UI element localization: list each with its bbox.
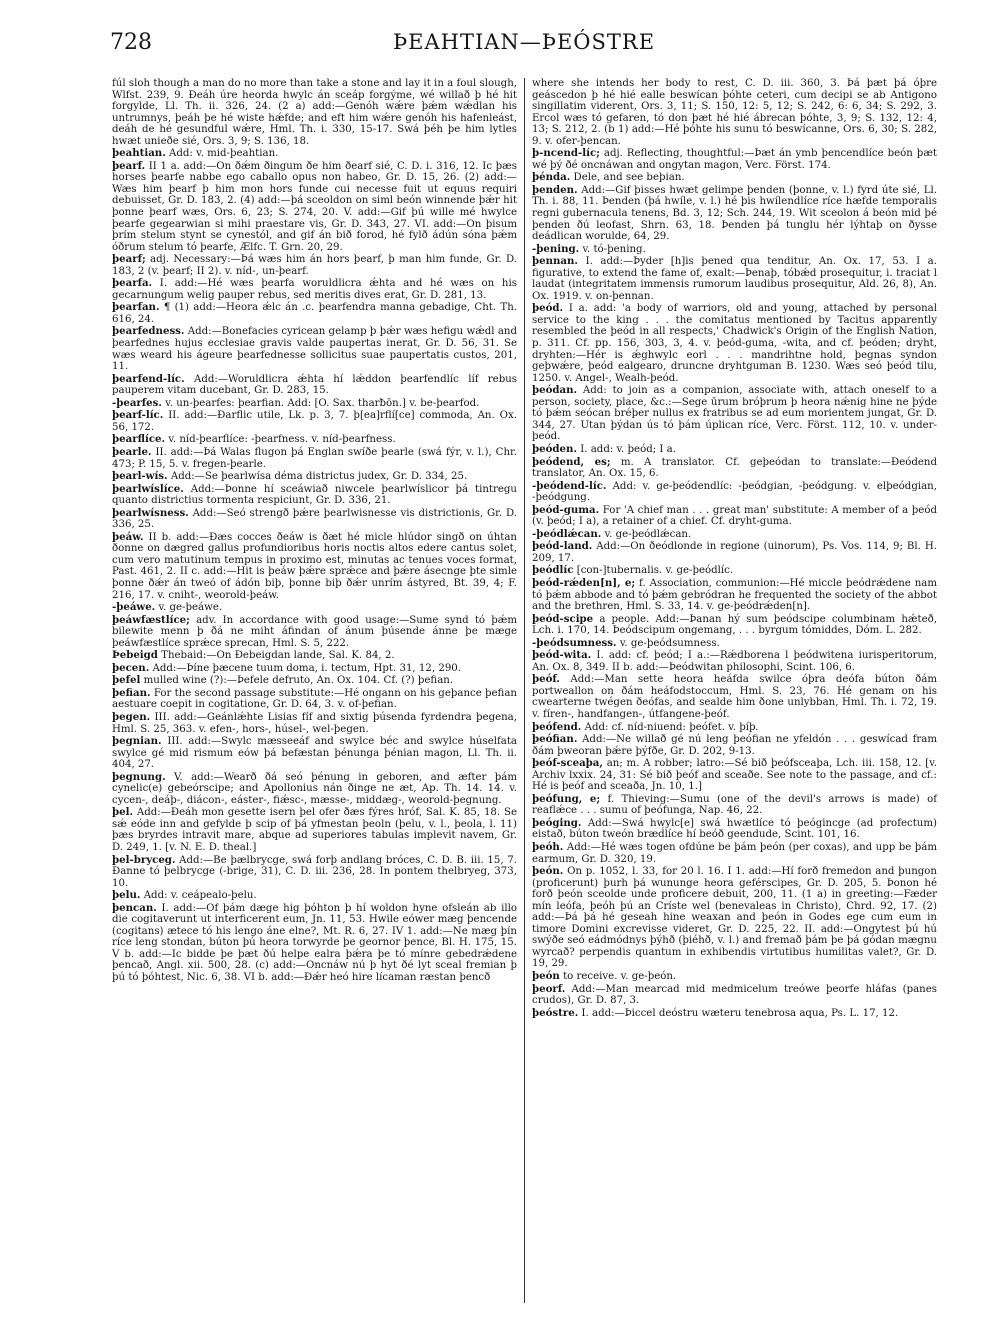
dictionary-entry bbox=[112, 602, 517, 614]
dictionary-entry bbox=[112, 254, 517, 277]
dictionary-entry bbox=[112, 675, 517, 687]
entry-text: a people. Add:—Þanan hý sum þeódscipe columbinam hǽteð, Lch. i. 170, 14. Þeódscipum ongemang, . . . byrgum tómiddes, Dóm. L. 282. bbox=[532, 613, 937, 637]
dictionary-entry bbox=[532, 722, 937, 734]
entry-headword: þearfedness. bbox=[112, 325, 185, 338]
entry-text: v. ge-þeáwe. bbox=[158, 602, 223, 614]
entry-text: Add:—Ðeáh mon gesette isern þel ofer ðæs fýres hróf, Sal. K. 85, 18. Se sǽ eóde inn and gefylde þ scip of þá yfmestan þeoln (þelu, v. l., þeola, l. 11) þæs bryrdes intravit mare, abque ad superiores tabulas implevit navem, Gr. D. 249, 1. [v. N. E. D. theal.] bbox=[112, 807, 517, 853]
entry-text: mulled wine (?):—Þefele defruto, An. Ox. 104. Cf. (?) þefian. bbox=[143, 675, 454, 687]
entry-text: where she intends her body to rest, C. D. iii. 360, 3. Þá þæt þá óþre geáscedon þ hé hié ealle beswícan þóhte ceteri, cum decipi se ab Antigono singillatim viderent, Ors. 3, 11; S. 150, 12: 5, 12; S. 242, 6: 6, 34; S. 292, 3. Ercol wæs tó gefaren, tó don þæt hé hié ábrecan þóhte, 3, 9; S. 132, 12: 4, 13; S. 212, 2. (b 1) add:—Hé þóhte his sunu tó beswícanne, Ors. 6, 30; S. 282, 9. v. ofer-þencan. bbox=[532, 78, 937, 147]
entry-headword: þearflíce. bbox=[112, 433, 166, 446]
dictionary-entry bbox=[532, 674, 937, 720]
column-divider bbox=[524, 78, 525, 1303]
entry-headword: þeóf-sceaþa, bbox=[532, 757, 603, 770]
entry-text: For 'A chief man . . . great man' substitute: A member of a þeód (v. þeód; I a), a retainer of a chief. Cf. dryht-guma. bbox=[532, 504, 937, 528]
entry-text: Add:—Se þearlwísa déma districtus judex, Gr. D. 334, 25. bbox=[170, 471, 468, 483]
entry-headword: þencan. bbox=[112, 901, 157, 914]
dictionary-entry bbox=[112, 398, 517, 410]
dictionary-entry bbox=[112, 903, 517, 984]
entry-headword: þeód-guma. bbox=[532, 503, 600, 516]
entry-text: I. add:—Hé wæs þearfa woruldlicra ǽhta and hé wæs on his gecarnungum welig pauper rebus, sed meritis dives erat, Gr. D. 281, 13. bbox=[112, 278, 517, 301]
entry-headword: þel-bryceg. bbox=[112, 853, 176, 866]
entry-headword: þeóging. bbox=[532, 816, 582, 829]
dictionary-entry bbox=[112, 688, 517, 711]
entry-headword: þeón. bbox=[532, 865, 564, 878]
page-header bbox=[110, 30, 938, 64]
dictionary-entry bbox=[532, 794, 937, 817]
entry-text: fúl sloh though a man do no more than take a stone and lay it in a foul slough, Wlfst. 239, 9. Ðeáh úre heorda hwylc án sceáp forgýme, wé willað þ hé hit forgylde, Ll. Th. ii. 326, 24. (2 a) add:—Genóh wǽre þǽm wǽdlan his untrumnys, þeáh þe hé wiste hǽfde; and eft him wǽre genóh his hafenleást, deáh de hé gesundful wǽre, Hml. Th. i. 330, 15-17. Swá þéh þe him lytles hwæt unieðe sié, Ors. 3, 9; S. 136, 18. bbox=[112, 78, 517, 147]
entry-headword: þeódan. bbox=[532, 384, 578, 397]
dictionary-entry bbox=[112, 410, 517, 433]
dictionary-entry bbox=[532, 758, 937, 793]
entry-headword: þearf-líc. bbox=[112, 409, 164, 422]
entry-headword: þeód-land. bbox=[532, 540, 593, 553]
page-number: 728 bbox=[110, 30, 152, 55]
dictionary-entry bbox=[532, 971, 937, 983]
entry-headword: þeahtian. bbox=[112, 147, 166, 160]
entry-text: Thebaid:—On Ðebeigdan lande, Sal. K. 84, 2. bbox=[161, 650, 395, 662]
dictionary-entry bbox=[532, 529, 937, 541]
entry-headword: -þening. bbox=[532, 242, 580, 255]
dictionary-entry bbox=[112, 772, 517, 807]
entry-headword: þenden. bbox=[532, 183, 578, 196]
entry-headword: þeódlíc bbox=[532, 564, 574, 577]
dictionary-entry bbox=[112, 736, 517, 771]
entry-text: On p. 1052, l. 33, for 20 l. 16. I 1. add:—Hí forð fremedon and þungon (proficerunt) þurh þá wununge heora geférscipes, Gr. D. 205, 5. Þonon hé forð þeón sceolde unde proficere debuit, 200, 11. (1 a) in greeting:—Fæder mín leófa, þeóh þú an Críste wel (benevaleas in Christo), Chrd. 92, 17. (2) add:—Þá þá hé geseah hine weaxan and þeón in Godes ege cum eum in timore Domini excrevisse videret, Gr. D. 225, 22. II. add:—Ongytest þú hú swýðe seó eádmódnys þýhð (þiéhð, v. l.) and fremað þám þe þá gódan mægnu wyrcað? perpendis quantum in exhibendis virtutibus humilitas valet?, Gr. D. 19, 29. bbox=[532, 866, 937, 970]
dictionary-entry bbox=[112, 278, 517, 301]
entry-headword: þeón bbox=[532, 970, 560, 983]
entry-headword: -þeódlǽcan. bbox=[532, 527, 602, 540]
dictionary-entry bbox=[532, 385, 937, 443]
dictionary-entry bbox=[532, 78, 937, 147]
entry-headword: þegnung. bbox=[112, 770, 166, 783]
dictionary-entry bbox=[532, 303, 937, 384]
dictionary-entry bbox=[532, 984, 937, 1007]
entry-text: to receive. v. ge-þeón. bbox=[563, 971, 677, 983]
entry-text: v. níd-þearflíce: -þearfness. v. níd-þearfness. bbox=[168, 434, 396, 446]
entry-headword: þel. bbox=[112, 806, 134, 819]
entry-text: Add:—Gif þisses hwæt gelimpe þenden (þonne, v. l.) fyrd úte sié, Ll. Th. i. 88, 11. Þenden (þá hwíle, v. l.) hé þis hwílendlíce ríce hæfde temporalis regni gubernacula tenens, Bd. 3, 12; Sch. 244, 19. Wit sceolon á beón mid þé þenden ðú leofast, Shrn. 63, 18. Þenden þá tunglu hér lýhtaþ on ðysse deádlican woruldе, 64, 29. bbox=[532, 184, 937, 243]
entry-headword: þearl-wís. bbox=[112, 470, 168, 483]
entry-headword: þeód. bbox=[532, 302, 564, 315]
entry-headword: -þeódend-líc. bbox=[532, 479, 607, 492]
entry-text: III. add:—Swylc mæsseeáf and swylce béc and swylce húselfata swylce gé mid rismum eów þá befæstan þénunga þénian magon, Ll. Th. ii. 404, 27. bbox=[112, 736, 518, 771]
entry-headword: þearfend-líc. bbox=[112, 372, 185, 385]
dictionary-entry bbox=[112, 855, 517, 890]
dictionary-entry bbox=[112, 484, 517, 507]
dictionary-entry bbox=[532, 1008, 937, 1020]
entry-headword: þearfa. bbox=[112, 277, 153, 290]
entry-headword: þeorf. bbox=[532, 982, 566, 995]
entry-text: II. add:—Ðarflic utile, Lk. p. 3, 7. þ[ea]rflí[ce] commoda, An. Ox. 56, 172. bbox=[112, 410, 517, 433]
dictionary-entry bbox=[112, 712, 517, 735]
entry-text: Add:—Woruldlicra ǽhta hí lǽddon þearfendlíc líf rebus pauperem vitam ducebant, Gr. D. 283, 15. bbox=[112, 373, 517, 397]
dictionary-entry bbox=[532, 638, 937, 650]
dictionary-entry bbox=[112, 508, 517, 531]
dictionary-entry bbox=[532, 614, 937, 637]
entry-text: I. add: v. þeód; I a. bbox=[580, 443, 676, 455]
dictionary-entry bbox=[532, 505, 937, 528]
entry-text: Add:—Þonne hí sceáwiað niwcele þearlwíslicor þá tintregu quanto districtius tormenta respiciunt, Gr. D. 336, 21. bbox=[112, 483, 517, 507]
entry-text: For the second passage substitute:—Hé ongann on his geþance þefian aestuare coepit in cogitatione, Gr. D. 64, 3. v. of-þefian. bbox=[112, 687, 517, 711]
entry-headword: þeód-rǽden[n], e; bbox=[532, 576, 636, 589]
entry-text: adv. In accordance with good usage:—Sume synd tó þǽm bilewite menn þ ðá ne miht áfindan of ánum þúsende ánne þe mæge þeáwfæstlíce sprǽce sprecan, Hml. S. 5, 222. bbox=[112, 614, 517, 649]
entry-headword: -þeódsumness. bbox=[532, 636, 617, 649]
entry-text: Add:—Hé wæs togen ofdúne be þám þeón (per coxas), and upp be þám earmum, Gr. D. 320, 19. bbox=[532, 842, 937, 865]
entry-text: II 1 a. add:—On ðǽm ðingum ðe him ðearf sié, C. D. i. 316, 12. Ic þæs horses þearfe nabbe ego caballo opus non habeo, Gr. D. 15, 26. (2) add:—Wæs him þearf þ him mon hors funde cui necesse fuit ut equus requiri debuisset, Gr. D. 183, 2. (4) add:—þá sceoldon on siml beón winnende þǽr hit þonne þearf wæs, Ors. 6, 23; S. 274, 20. V. add:—Gif þú wille mé hwylce þearfe gegearwian si mihi praestare vis, Gr. D. 343, 27. VI. add:—On þisum þrím stelum stynt se cynestól, and gif án bið forod, hé fylð ádún sóna þǽm óðrum stelum tó þearfe, Ælfc. T. Grn. 20, 29. bbox=[112, 160, 517, 253]
entry-text: Add: cf. níd-niuend: þeófet. v. þíþ. bbox=[584, 721, 759, 733]
entry-headword: þeóf. bbox=[532, 673, 560, 686]
entry-text: v. un-þearfes: þearfian. Add: [O. Sax. tharƀōn.] v. be-þearfod. bbox=[165, 397, 480, 409]
entry-headword: þennan. bbox=[532, 255, 578, 268]
entry-headword: þ-ncend-líc; bbox=[532, 147, 600, 160]
entry-headword: þefel bbox=[112, 674, 141, 687]
entry-headword: þefian. bbox=[112, 686, 151, 699]
dictionary-entry bbox=[532, 185, 937, 243]
dictionary-entry bbox=[532, 818, 937, 841]
dictionary-entry bbox=[112, 302, 517, 325]
entry-text: Add:—Ne willað gé nú leng þeófian ne yfeldón . . . geswícad fram ðám þweoran þǽre þýfðe, Gr. D. 202, 9-13. bbox=[532, 734, 937, 757]
dictionary-entry bbox=[532, 578, 937, 613]
entry-headword: þeófend. bbox=[532, 720, 582, 733]
dictionary-entry bbox=[112, 374, 517, 397]
entry-text: Add:—Man mearcad mid medmicelum treówe þeorfe hláfas (panes crudos), Gr. D. 87, 3. bbox=[532, 983, 937, 1007]
dictionary-entry bbox=[112, 326, 517, 372]
dictionary-entry bbox=[532, 842, 937, 865]
entry-headword: þeóden. bbox=[532, 442, 577, 455]
entry-text: II b. add:—Ðæs cocces ðeáw is ðæt hé micle hlúdor singð on úhtan ðonne on dægred gallus profundioribus horis noctis altos edere cantus solet, cum vero matutinum tempus in proximo est, minutas ac tenues voces format, Past. 461, 2. II c. add:—Hit is þeáw þǽre sprǽce and þǽre ásecnge þte simle þonne ðǽr án tweó of ádón biþ, þonne biþ ðǽr unrím ástyred, Bt. 39, 4; F. 216, 17. v. cniht-, weorold-þeáw. bbox=[112, 531, 517, 601]
entry-text: Add: v. ceápealo-þelu. bbox=[143, 890, 257, 902]
dictionary-entry bbox=[532, 481, 937, 504]
entry-headword: þecen. bbox=[112, 661, 150, 674]
entry-headword: Þebeigd bbox=[112, 649, 158, 662]
dictionary-entry bbox=[112, 650, 517, 662]
entry-text: Add: v. ge-þeódendlíc: -þeódgian, -þeódgung. v. elþeódgian, -þeódgung. bbox=[532, 480, 937, 504]
entry-text: Add:—Seó strengð þǽre þearlwisnesse vis districtionis, Gr. D. 336, 25. bbox=[112, 507, 517, 531]
entry-text: v. ge-þeódsumness. bbox=[619, 637, 720, 649]
entry-text: I. add:—Þiccel deóstru wæteru tenebrosa aqua, Ps. L. 17, 12. bbox=[581, 1007, 899, 1019]
dictionary-entry bbox=[532, 541, 937, 564]
entry-headword: þeófung, e; bbox=[532, 792, 601, 805]
entry-headword: þearlwíslíce. bbox=[112, 482, 184, 495]
dictionary-entry bbox=[532, 148, 937, 171]
entry-text: Add: v. mid-þeahtian. bbox=[169, 148, 279, 160]
dictionary-entry bbox=[112, 890, 517, 902]
dictionary-entry bbox=[112, 663, 517, 675]
entry-headword: þearfan. bbox=[112, 301, 160, 314]
running-title: ÞEAHTIAN—ÞEÓSTRE bbox=[392, 30, 656, 54]
entry-headword: þeóstre. bbox=[532, 1006, 579, 1019]
entry-headword: þeáwfæstlíce; bbox=[112, 613, 190, 626]
dictionary-entry bbox=[112, 78, 517, 147]
entry-text: I. add: cf. þeód; I a.:—Rǽdborena l þeódwitena iurisperitorum, An. Ox. 8, 349. II b. add:—Þeódwitan philosophi, Scint. 106, 6. bbox=[532, 650, 937, 673]
dictionary-entry bbox=[112, 447, 517, 470]
dictionary-entry bbox=[532, 734, 937, 757]
dictionary-entry bbox=[112, 148, 517, 160]
entry-headword: þearlwísness. bbox=[112, 506, 189, 519]
dictionary-entry bbox=[532, 244, 937, 256]
entry-text: v. tó-þening. bbox=[582, 243, 646, 255]
dictionary-entry bbox=[532, 565, 937, 577]
entry-text: f. Thieving:—Sumu (one of the devil's arrows is made) of reaflǽce . . . sumu of þeófunga, Nap. 46, 22. bbox=[532, 793, 937, 817]
left-column bbox=[112, 78, 517, 985]
dictionary-entry bbox=[532, 444, 937, 456]
entry-text: V. add:—Wearð ðá seó þénung in geboren, and æfter þám cynelic(e) gebeórscipe; and Apollonius nán ðinge ne æt, Ap. Th. 14. 14. v. cycen-, deáþ-, diácon-, eáster-, fiǽsc-, mæsse-, middæg-, weorold-þegnung. bbox=[112, 771, 517, 806]
entry-headword: þelu. bbox=[112, 889, 141, 902]
dictionary-entry bbox=[532, 256, 937, 302]
entry-headword: þeófian. bbox=[532, 733, 578, 746]
entry-text: adj. Reflecting, thoughtful:—Þæt án ymb þencendlíce beón þæt wé þý ðé oncnáwan and ongytan magon, Verc. Först. 174. bbox=[532, 148, 937, 171]
entry-text: ¶ (1) add:—Heora ǽlc án .c. þearfendra manna gebadige, Cht. Th. 616, 24. bbox=[112, 302, 517, 325]
entry-headword: þénda. bbox=[532, 171, 571, 184]
dictionary-entry bbox=[532, 457, 937, 480]
entry-text: an; m. A robber; latro:—Sé bið þeófsceaþa, Lch. iii. 158, 12. [v. Archiv lxxix. 24, 31: Sé bið þeóf and sceaðe. See note to the passage, and cf.: Hé is þeóf and sceaða, Jn. 10, 1.] bbox=[532, 758, 937, 793]
entry-text: I a. add: 'a body of warriors, old and young, attached by personal service to the king . . . the comitatus mentioned by Tacitus apparently resembled the þeód in all respects,' Chadwick's Origin of the English Nation, p. 311. Cf. pp. 156, 303, 3, 4. v. þeód-guma, -wita, and cf. þeóden; dryht, dryhten:—Hér is ǽghwylc eorl . . . mandrihtne hold, þegnas syndon geþwǽre, þeód ealgearo, druncne dryhtguman B. 1230. Wæs seó þeód tilu, 1250. v. Angel-, Wealh-þeód. bbox=[532, 303, 937, 384]
entry-headword: þeód-scipe bbox=[532, 612, 594, 625]
entry-headword: -þearfes. bbox=[112, 396, 162, 409]
entry-text: Add:—Bonefacies cyricean gelamp þ þǽr wæs hefigu wǽdl and þearfednes hujus ecclesiae gravis valde paupertas inerat, Gr. D. 56, 31. Se wæs weard his ágeure þearfednesse sollicitus suae paupertatis custos, 201, 11. bbox=[112, 326, 517, 373]
entry-text: Add:—Man sette heora heáfda swilce óþra deófa búton ðám portweallon on ðám heáfodstoccum, Hml. S. 23, 76. Hé genam on his cwearterne twégen ðeófas, and sealde him ðone unlybban, Hml. Th. i. 72, 19. v. fíren-, handfangen-, útfangene-þeóf. bbox=[532, 674, 937, 720]
entry-headword: þegnian. bbox=[112, 735, 162, 748]
entry-text: Add: to join as a companion, associate with, attach oneself to a person, society, place, &c.:—Sege ūrum bróþrum þ heora nǽnig hine ne þýde tó þǽm seócan bréþer nullus ex fratribus se ad eum morientem jungat, Gr. D. 344, 27. Utan þýdan ús tó þám úplican ríce, Verc. Först. 112, 10. v. under-þeód. bbox=[532, 385, 937, 443]
entry-headword: þeáw. bbox=[112, 530, 144, 543]
entry-headword: þearle. bbox=[112, 445, 152, 458]
entry-text: adj. Necessary:—Þá wæs him án hors þearf, þ man him funde, Gr. D. 183, 2 (v. þearf; II 2). v. níd-, un-þearf. bbox=[112, 254, 517, 277]
entry-text: II. add:—Þá Walas flugon þá Englan swíðe þearle (swá fýr, v. l.), Chr. 473; P. 15, 5. v. fregen-þearle. bbox=[112, 446, 517, 470]
entry-text: Add:—Þíne þæcene tuum doma, i. tectum, Hpt. 31, 12, 290. bbox=[152, 662, 462, 674]
dictionary-entry bbox=[112, 434, 517, 446]
entry-headword: þeódend, es; bbox=[532, 455, 611, 468]
dictionary-entry bbox=[112, 615, 517, 650]
entry-headword: þeóh. bbox=[532, 841, 564, 853]
dictionary-entry bbox=[112, 532, 517, 601]
entry-headword: þearf; bbox=[112, 253, 146, 266]
entry-text: Add:—On ðeódlonde in regione (uinorum), Ps. Vos. 114, 9; Bl. H. 209, 17. bbox=[532, 541, 937, 564]
entry-text: f. Association, communion:—Hé miccle þeódrǽdene nam tó þǽm abbode and tó þǽm gebródran he frequented the society of the abbot and the brethren, Hml. S. 33, 14. v. ge-þeódrǽden[n]. bbox=[532, 577, 937, 613]
entry-text: III. add:—Geánlǽhte Lisias fíf and sixtig þúsenda fyrdendra þegena, Hml. S. 25, 363. v. efen-, hors-, húsel-, wel-þegen. bbox=[112, 711, 517, 735]
entry-text: Add:—Swá hwylc[e] swá hwætlíce tó þeógincge (ad profectum) eistað, búton tweón bræḋlíce hí beóð geendude, Scint. 101, 16. bbox=[532, 817, 937, 841]
entry-text: Add:—Be þælbrycge, swá forþ andlang bróces, C. D. B. iii. 15, 7. Ðanne tó þelbrycge (-brige, 31), C. D. iii. 236, 28. In pontem thelbryeg, 373, 10. bbox=[112, 854, 517, 889]
entry-text: [con-]tubernalis. v. ge-þeódlíc. bbox=[576, 565, 734, 577]
dictionary-entry bbox=[532, 650, 937, 673]
dictionary-entry bbox=[112, 161, 517, 253]
entry-text: I. add:—Þyder [h]is þened qua tenditur, An. Ox. 17, 53. I a. figurative, to extend the fame of, exalt:—Þenaþ, tóbǽd prosequitur, i. traciat l laudat (integritatem immensis rumorum laudibus prosequitur, Ald. 26, 8), An. Ox. 1919. v. on-þennan. bbox=[532, 256, 937, 302]
entry-text: I. add:—Of þám dæge hig þóhton þ hí woldon hyne ofsleán ab illo die cogitaverunt ut interficerent eum, Jn. 11, 53. Hwile eówer mæg þencende (cogitans) ætece tó his lengo áne elne?, Mt. R. 6, 27. IV 1. add:—Ne mæg þín ríce leng stondan, búton þú heora torwyrde þe geornor þence, Bl. H. 175, 15. V b. add:—Ic bidde þe þæt ðú helpe ealra þǽra þe tó mínre gebedrǽdene þencað, Angl. xii. 500, 28. (c) add:—Oncnáw nú þ hyt ðé lyt sceal fremian þ þú tó þóhtest, Nic. 6, 38. VI b. add:—Ðǽr heó hire lícaman ræstan þencð bbox=[112, 902, 517, 984]
entry-text: Dele, and see beþian. bbox=[573, 172, 685, 184]
right-column bbox=[532, 78, 937, 1020]
entry-text: v. ge-þeódlǽcan. bbox=[604, 528, 692, 540]
dictionary-entry bbox=[112, 807, 517, 853]
entry-headword: þeód-wita. bbox=[532, 649, 592, 662]
dictionary-entry bbox=[532, 172, 937, 184]
entry-text: m. A translator. Cf. geþeódan to translate:—Ðeódend translator, An. Ox. 15, 6. bbox=[532, 456, 937, 480]
entry-headword: þearf. bbox=[112, 159, 146, 172]
dictionary-entry bbox=[112, 471, 517, 483]
dictionary-entry bbox=[532, 866, 937, 970]
entry-headword: -þeáwe. bbox=[112, 601, 156, 614]
entry-headword: þegen. bbox=[112, 710, 151, 723]
